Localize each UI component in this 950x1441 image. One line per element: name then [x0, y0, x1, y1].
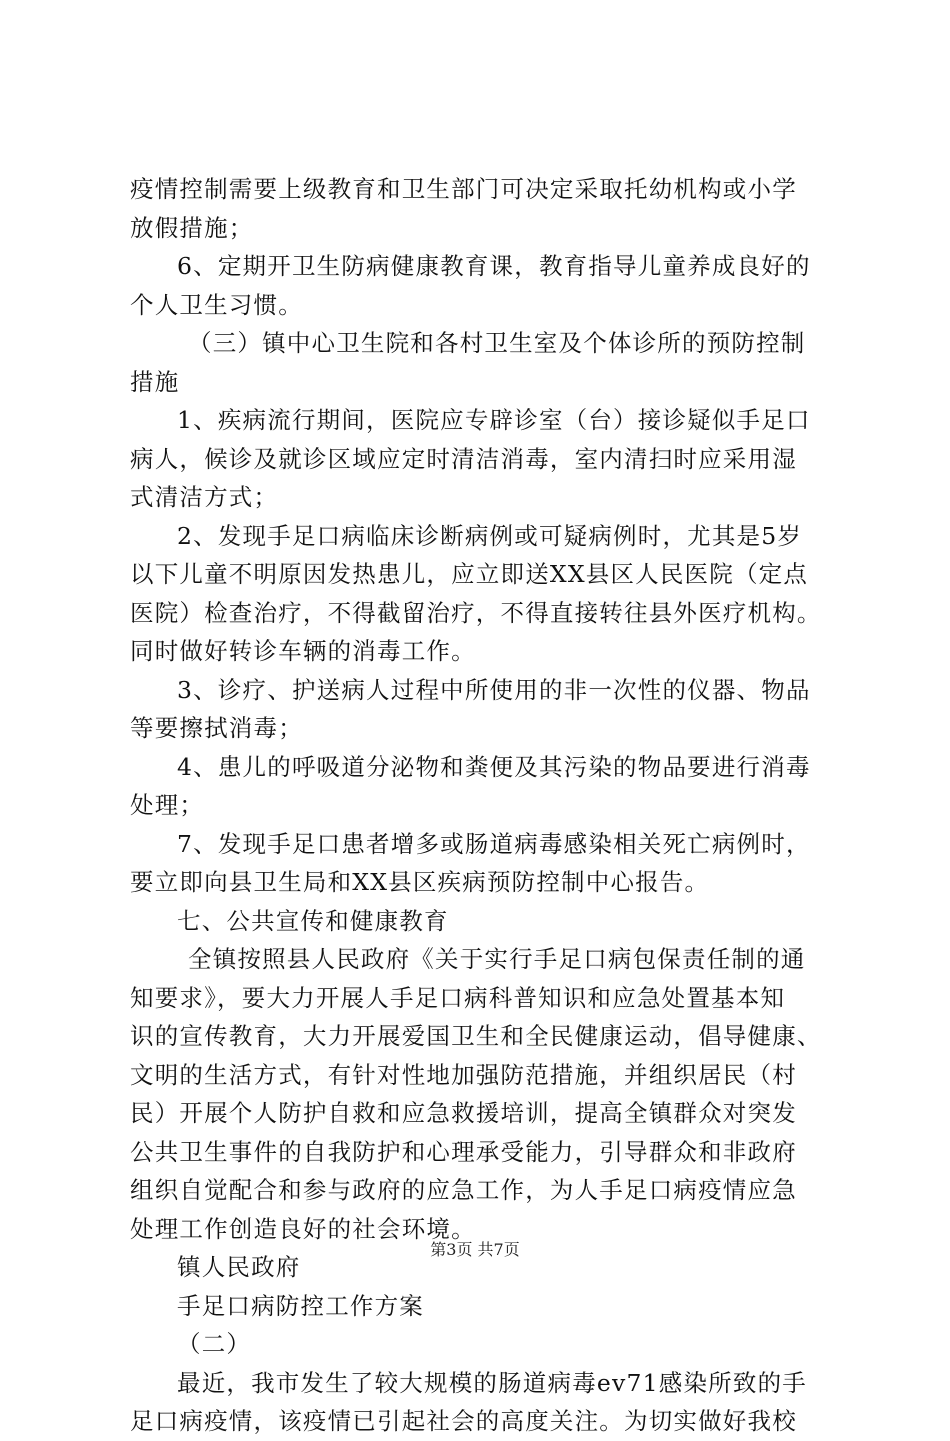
text-line: 足口病疫情，该疫情已引起社会的高度关注。为切实做好我校 [130, 1407, 797, 1435]
text-line: 知要求》，要大力开展人手足口病科普知识和应急处置基本知 [130, 983, 786, 1012]
list-item-4: 4、患儿的呼吸道分泌物和粪便及其污染的物品要进行消毒 [177, 752, 811, 781]
text-line: 处理工作创造良好的社会环境。 [130, 1214, 476, 1243]
document-title: 手足口病防控工作方案 [177, 1291, 424, 1320]
text-line: 处理； [130, 791, 205, 819]
document-subtitle: （二） [177, 1330, 252, 1358]
section-heading-7: 七、公共宣传和健康教育 [177, 906, 449, 935]
text-line: 医院）检查治疗，不得截留治疗，不得直接转往县外医疗机构。 [130, 598, 822, 627]
text-line: 放假措施； [130, 213, 254, 242]
list-item-7: 7、发现手足口患者增多或肠道病毒感染相关死亡病例时， [177, 829, 811, 858]
list-item-1: 1、疾病流行期间，医院应专辟诊室（台）接诊疑似手足口 [177, 406, 811, 434]
text-line: 等要擦拭消毒； [130, 714, 303, 742]
text-line: 同时做好转诊车辆的消毒工作。 [130, 637, 476, 665]
text-line: 病人，候诊及就诊区域应定时清洁消毒，室内清扫时应采用湿 [130, 444, 797, 473]
text-line: 识的宣传教育，大力开展爱国卫生和全民健康运动，倡导健康、 [130, 1022, 822, 1050]
list-item-3: 3、诊疗、护送病人过程中所使用的非一次性的仪器、物品 [177, 675, 811, 704]
section-heading-cont: 措施 [130, 367, 180, 396]
signature-line: 镇人民政府 [177, 1253, 301, 1281]
paragraph-start: 全镇按照县人民政府《关于实行手足口病包保责任制的通 [188, 945, 806, 973]
page-number-footer: 第3页 共7页 [430, 1240, 520, 1259]
text-line: 式清洁方式； [130, 483, 279, 511]
text-line: 以下儿童不明原因发热患儿，应立即送XX县区人民医院（定点 [130, 560, 809, 588]
text-line: 公共卫生事件的自我防护和心理承受能力，引导群众和非政府 [130, 1137, 797, 1166]
text-line: 要立即向县卫生局和XX县区疾病预防控制中心报告。 [130, 868, 710, 896]
list-item-2: 2、发现手足口病临床诊断病例或可疑病例时，尤其是5岁 [177, 521, 803, 550]
text-line: 疫情控制需要上级教育和卫生部门可决定采取托幼机构或小学 [130, 175, 797, 203]
text-line: 个人卫生习惯。 [130, 290, 303, 319]
text-line: 文明的生活方式，有针对性地加强防范措施，并组织居民（村 [130, 1060, 797, 1089]
text-line: 民）开展个人防护自救和应急救援培训，提高全镇群众对突发 [130, 1099, 797, 1127]
text-line: 组织自觉配合和参与政府的应急工作，为人手足口病疫情应急 [130, 1176, 797, 1204]
list-item-6: 6、定期开卫生防病健康教育课，教育指导儿童养成良好的 [177, 252, 811, 280]
paragraph-start: 最近，我市发生了较大规模的肠道病毒ev71感染所致的手 [177, 1368, 807, 1397]
section-heading: （三）镇中心卫生院和各村卫生室及个体诊所的预防控制 [188, 329, 806, 357]
